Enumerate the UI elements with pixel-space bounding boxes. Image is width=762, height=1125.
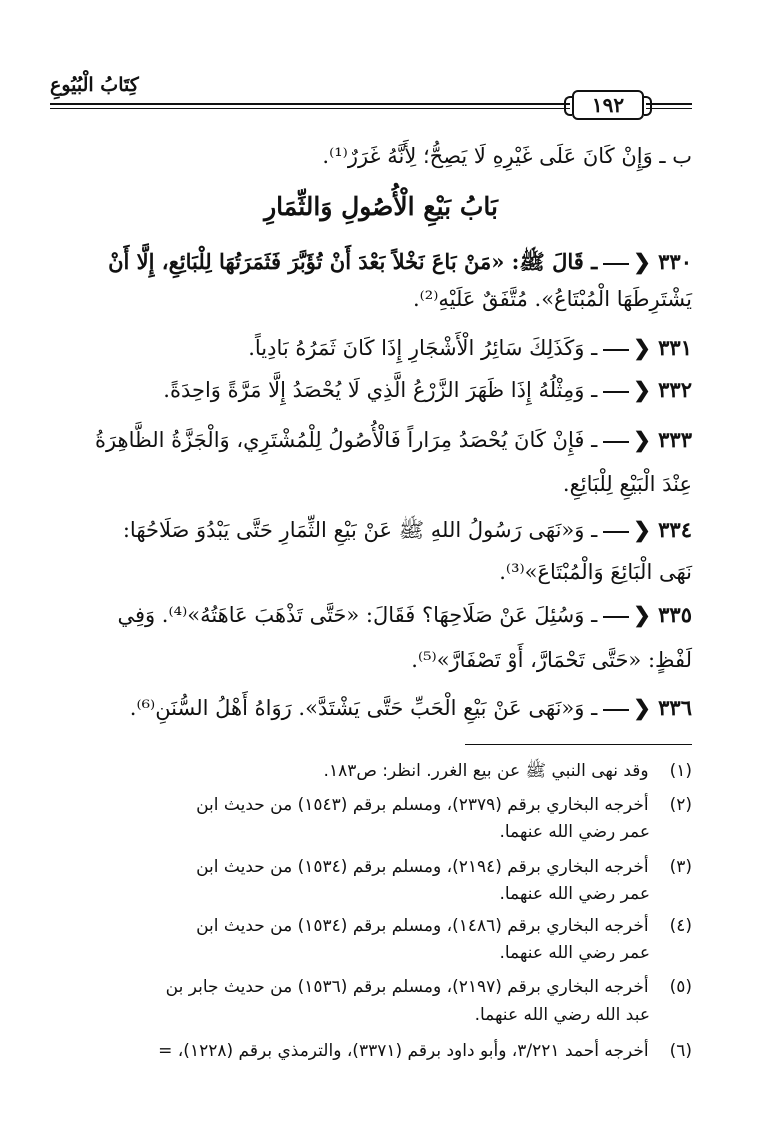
footnote-3-line-1 xyxy=(196,854,692,880)
footnote-3-line-2: عمر رضي الله عنهما. xyxy=(499,884,650,904)
marker-dash xyxy=(603,616,629,618)
footnote-4-text-1: أخرجه البخاري برقم (١٤٨٦)، ومسلم برقم (١٥٣٤) من حديث ابن xyxy=(196,916,649,936)
header-right-rule-thin xyxy=(646,108,692,109)
item-335-marker: ٣٣٥ ❮ xyxy=(603,600,692,630)
footnote-5-number: (٥) xyxy=(669,977,692,997)
item-334-marker: ٣٣٤ ❮ xyxy=(603,515,692,545)
item-332-number: ٣٣٢ xyxy=(658,377,692,402)
item-330-marker: ٣٣٠ ❮ xyxy=(603,247,692,277)
item-332-marker: ٣٣٢ ❮ xyxy=(603,375,692,405)
footnote-3-number: (٣) xyxy=(669,857,692,877)
item-334-text-1: ـ وَ«نَهَى رَسُولُ اللهِ ﷺ عَنْ بَيْعِ الثِّمَارِ حَتَّى يَبْدُوَ صَلَاحُهَا: xyxy=(122,518,598,542)
item-334-number: ٣٣٤ xyxy=(658,517,692,542)
page-number-box xyxy=(572,90,644,120)
footnote-1 xyxy=(324,758,692,784)
item-335-text-1: ـ وَسُئِلَ عَنْ صَلَاحِهَا؟ فَقَالَ: «حَتَّى تَذْهَبَ عَاهَتُهُ»⁽⁴⁾. وَفِي xyxy=(117,603,598,627)
footnote-5-line-2: عبد الله رضي الله عنهما. xyxy=(474,1005,650,1025)
marker-dash xyxy=(603,391,629,393)
item-333-line-1 xyxy=(95,425,692,455)
footnote-5-text-1: أخرجه البخاري برقم (٢١٩٧)، ومسلم برقم (١٥٣٦) من حديث جابر بن xyxy=(165,977,649,997)
item-330-line-1 xyxy=(70,247,692,277)
item-333-marker: ٣٣٣ ❮ xyxy=(603,425,692,455)
marker-dash xyxy=(603,349,629,351)
footnote-6-number: (٦) xyxy=(669,1041,692,1061)
section-heading: بَابُ بَيْعِ الْأُصُولِ وَالثِّمَارِ xyxy=(264,192,498,221)
header-rule xyxy=(50,103,570,105)
item-331-marker: ٣٣١ ❮ xyxy=(603,333,692,363)
item-335-number: ٣٣٥ xyxy=(658,602,692,627)
item-335-line-2: لَفْظٍ: «حَتَّى تَحْمَارَّ، أَوْ تَصْفَارَّ»⁽⁵⁾. xyxy=(411,648,692,672)
footnote-3-text-1: أخرجه البخاري برقم (٢١٩٤)، ومسلم برقم (١٥٣٤) من حديث ابن xyxy=(196,857,649,877)
marker-dash xyxy=(603,263,629,265)
footnote-2-text-1: أخرجه البخاري برقم (٢٣٧٩)، ومسلم برقم (١٥٤٣) من حديث ابن xyxy=(196,795,649,815)
running-header-title: كِتَابُ الْبُيُوعِ xyxy=(50,74,139,96)
item-332-text: ـ وَمِثْلُهُ إِذَا ظَهَرَ الزَّرْعُ الَّذِي لَا يُحْصَدُ إِلَّا مَرَّةً وَاحِدَةً. xyxy=(163,378,598,402)
footnote-6-text: أخرجه أحمد ٣/٢٢١، وأبو داود برقم (٣٣٧١)، والترمذي برقم (١٢٢٨)، = xyxy=(158,1041,649,1061)
item-335-line-1 xyxy=(117,600,692,630)
item-331 xyxy=(248,333,692,363)
item-330-line-2: يَشْتَرِطَهَا الْمُبْتَاعُ». مُتَّفَقٌ عَلَيْهِ⁽²⁾. xyxy=(412,287,692,311)
item-333-number: ٣٣٣ xyxy=(658,427,692,452)
footnote-2-line-1 xyxy=(196,792,692,818)
footnote-4-line-1 xyxy=(196,913,692,939)
footnote-6 xyxy=(158,1038,692,1064)
footnote-separator xyxy=(465,744,692,745)
item-334-line-2: نَهَى الْبَائِعَ وَالْمُبْتَاعَ»⁽³⁾. xyxy=(499,560,692,584)
footnote-4-number: (٤) xyxy=(669,916,692,936)
footnote-4-line-2: عمر رضي الله عنهما. xyxy=(499,943,650,963)
item-330-text-1: ـ قَالَ ﷺ: «مَنْ بَاعَ نَخْلاً بَعْدَ أَنْ تُؤَبَّرَ فَثَمَرَتُهَا لِلْبَائِعِ، إِلَّا أَنْ xyxy=(108,249,598,274)
item-336-marker: ٣٣٦ ❮ xyxy=(603,693,692,723)
header-rule-thin xyxy=(50,108,570,109)
footnote-2-line-2: عمر رضي الله عنهما. xyxy=(499,822,650,842)
item-331-number: ٣٣١ xyxy=(658,335,692,360)
item-336 xyxy=(130,693,692,723)
item-336-number: ٣٣٦ xyxy=(658,695,692,720)
marker-dash xyxy=(603,531,629,533)
header-right-rule xyxy=(646,103,692,105)
footnote-2-number: (٢) xyxy=(669,795,692,815)
item-331-text: ـ وَكَذَلِكَ سَائِرُ الْأَشْجَارِ إِذَا كَانَ ثَمَرُهُ بَادِياً. xyxy=(248,336,598,360)
marker-dash xyxy=(603,709,629,711)
item-336-text: ـ وَ«نَهَى عَنْ بَيْعِ الْحَبِّ حَتَّى يَشْتَدَّ». رَوَاهُ أَهْلُ السُّنَنِ⁽⁶⁾. xyxy=(129,696,598,720)
item-330-number: ٣٣٠ xyxy=(658,249,692,274)
item-333-text-1: ـ فَإِنْ كَانَ يُحْصَدُ مِرَاراً فَالْأُصُولُ لِلْمُشْتَرِي، وَالْجَزَّةُ الظَّاهِرَةُ xyxy=(94,428,598,452)
item-334-line-1 xyxy=(123,515,692,545)
item-332 xyxy=(163,375,692,405)
marker-dash xyxy=(603,441,629,443)
page-number: ١٩٢ xyxy=(591,93,625,117)
footnote-1-number: (١) xyxy=(669,761,692,781)
text-line-b: ب ـ وَإِنْ كَانَ عَلَى غَيْرِهِ لَا يَصِحُّ؛ لِأَنَّهُ غَرَرٌ⁽¹⁾. xyxy=(322,144,692,168)
footnote-1-text: وقد نهى النبي ﷺ عن بيع الغرر. انظر: ص١٨٣. xyxy=(323,761,649,781)
item-333-line-2: عِنْدَ الْبَيْعِ لِلْبَائِعِ. xyxy=(562,472,692,496)
footnote-5-line-1 xyxy=(166,974,692,1000)
